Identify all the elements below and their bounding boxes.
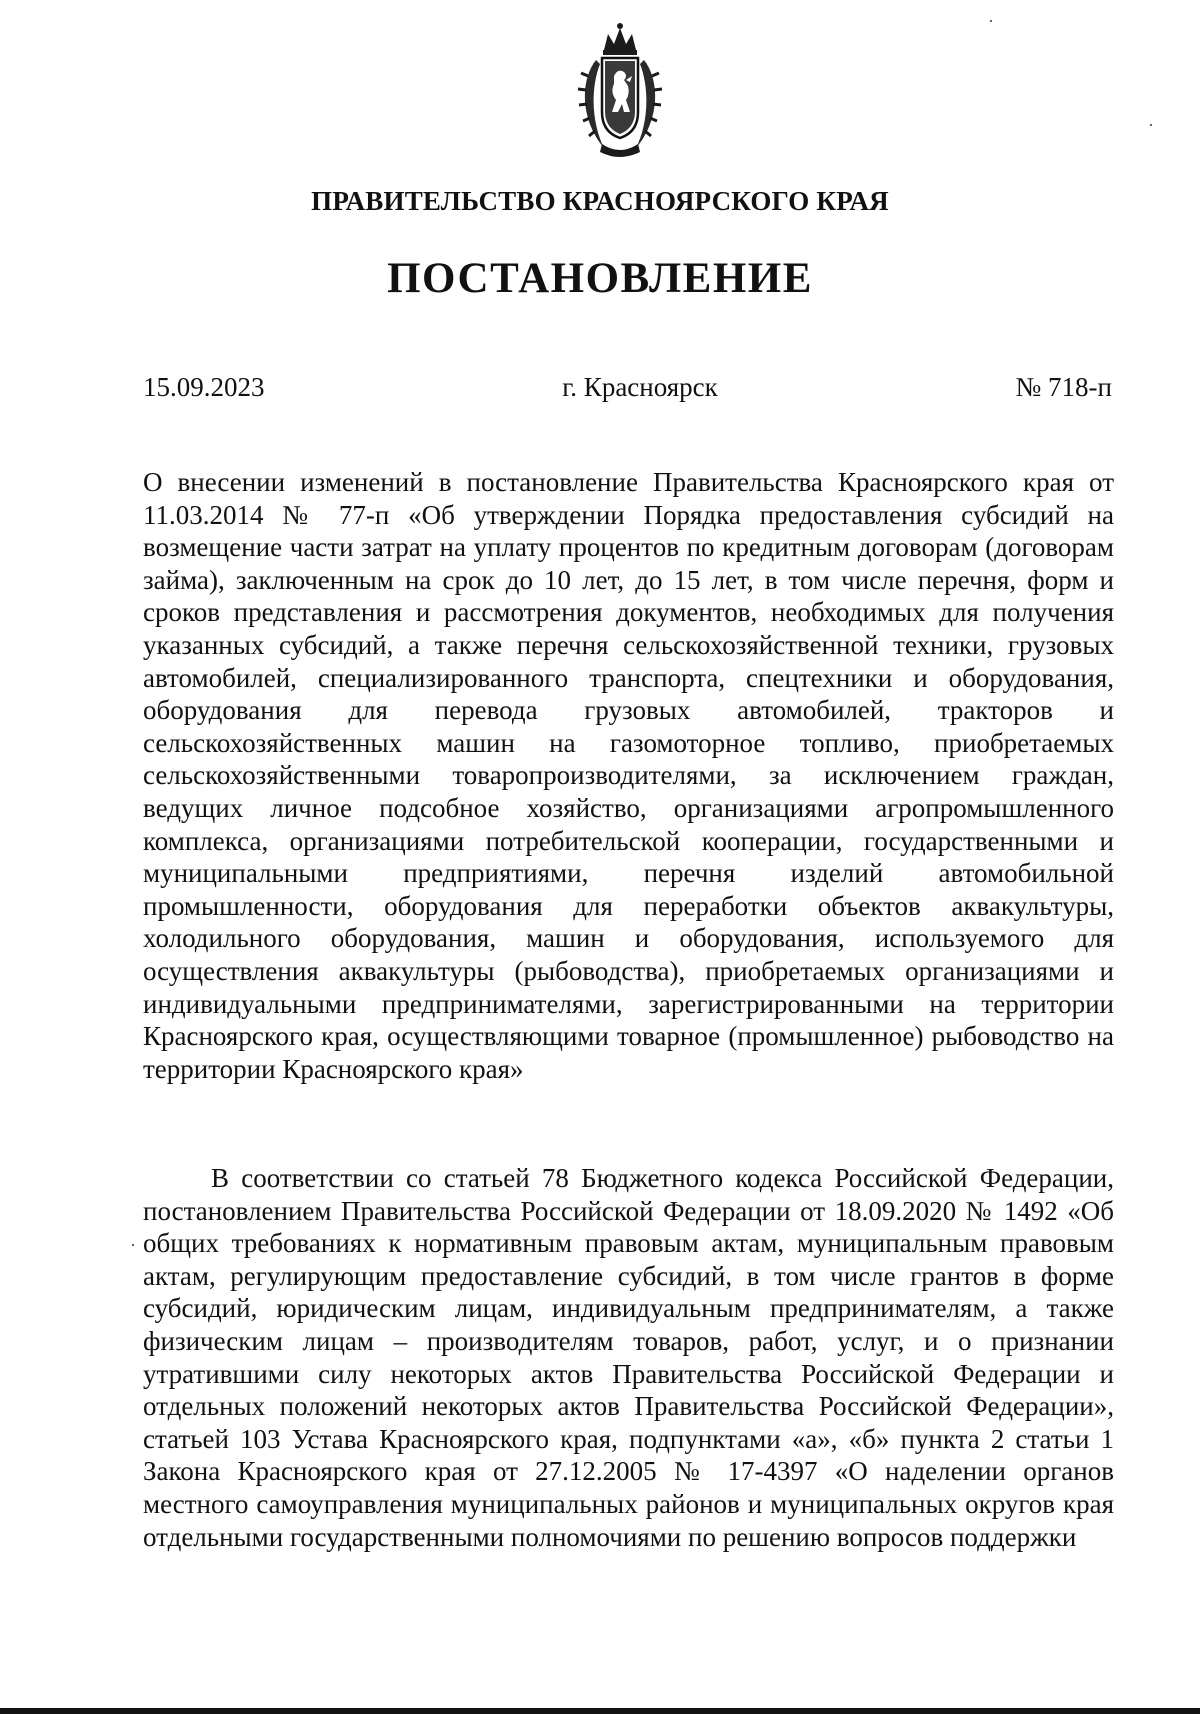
scan-speck xyxy=(1150,124,1152,126)
document-city: г. Красноярск xyxy=(562,372,718,402)
organization-title: ПРАВИТЕЛЬСТВО КРАСНОЯРСКОГО КРАЯ xyxy=(311,186,889,216)
coat-of-arms-icon xyxy=(574,20,666,160)
document-number: № 718-п xyxy=(1015,372,1112,402)
scan-speck xyxy=(990,20,992,22)
document-body-paragraph: В соответствии со статьей 78 Бюджетного кодекса Российской Федерации, постановлением Правительства Российской Федерации от 18.09.2020 № 1492 «Об общих требованиях к нормативным правовым актам, муниципальным правовым актам, регулирующим предоставление субсидий, в том числе грантов в форме субсидий, юридическим лицам, индивидуальным предпринимателям, а также физическим лицам – производителям товаров, работ, услуг, и о признании утратившими силу некоторых актов Правительства Российской Федерации и отдельных положений некоторых актов Правительства Российской Федерации», статьей 103 Устава Красноярского края, подпунктами «а», «б» пункта 2 статьи 1 Закона Красноярского края от 27.12.2005 № 17-4397 «О наделении органов местного самоуправления муниципальных районов и муниципальных округов края отдельными государственными полномочиями по решению вопросов поддержки xyxy=(143,1163,1114,1552)
document-date: 15.09.2023 xyxy=(143,372,265,402)
document-subject: О внесении изменений в постановление Правительства Красноярского края от 11.03.2014 № 77-п «Об утверждении Порядка предоставления субсидий на возмещение части затрат на уплату процентов по кредитным договорам (договорам займа), заключенным на срок до 10 лет, до 15 лет, в том числе перечня, форм и сроков представления и рассмотрения документов, необходимых для получения указанных субсидий, а также перечня сельскохозяйственной техники, грузовых автомобилей, специализированного транспорта, спецтехники и оборудования, оборудования для перевода грузовых автомобилей, тракторов и сельскохозяйственных машин на газомоторное топливо, приобретаемых сельскохозяйственными товаропроизводителями, за исключением граждан, ведущих личное подсобное хозяйство, организациями агропромышленного комплекса, организациями потребительской кооперации, государственными и муниципальными предприятиями, перечня изделий автомобильной промышленности, оборудования для переработки объектов аквакультуры, холодильного оборудования, машин и оборудования, используемого для осуществления аквакультуры (рыбоводства), приобретаемых организациями и индивидуальными предпринимателями, зарегистрированными на территории Красноярского края, осуществляющими товарное (промышленное) рыбоводство на территории Красноярского края» xyxy=(143,467,1114,1084)
document-meta-row xyxy=(143,372,1112,403)
scan-page-edge xyxy=(0,1708,1200,1714)
document-type-heading: ПОСТАНОВЛЕНИЕ xyxy=(387,255,813,302)
scan-speck xyxy=(132,1244,134,1246)
